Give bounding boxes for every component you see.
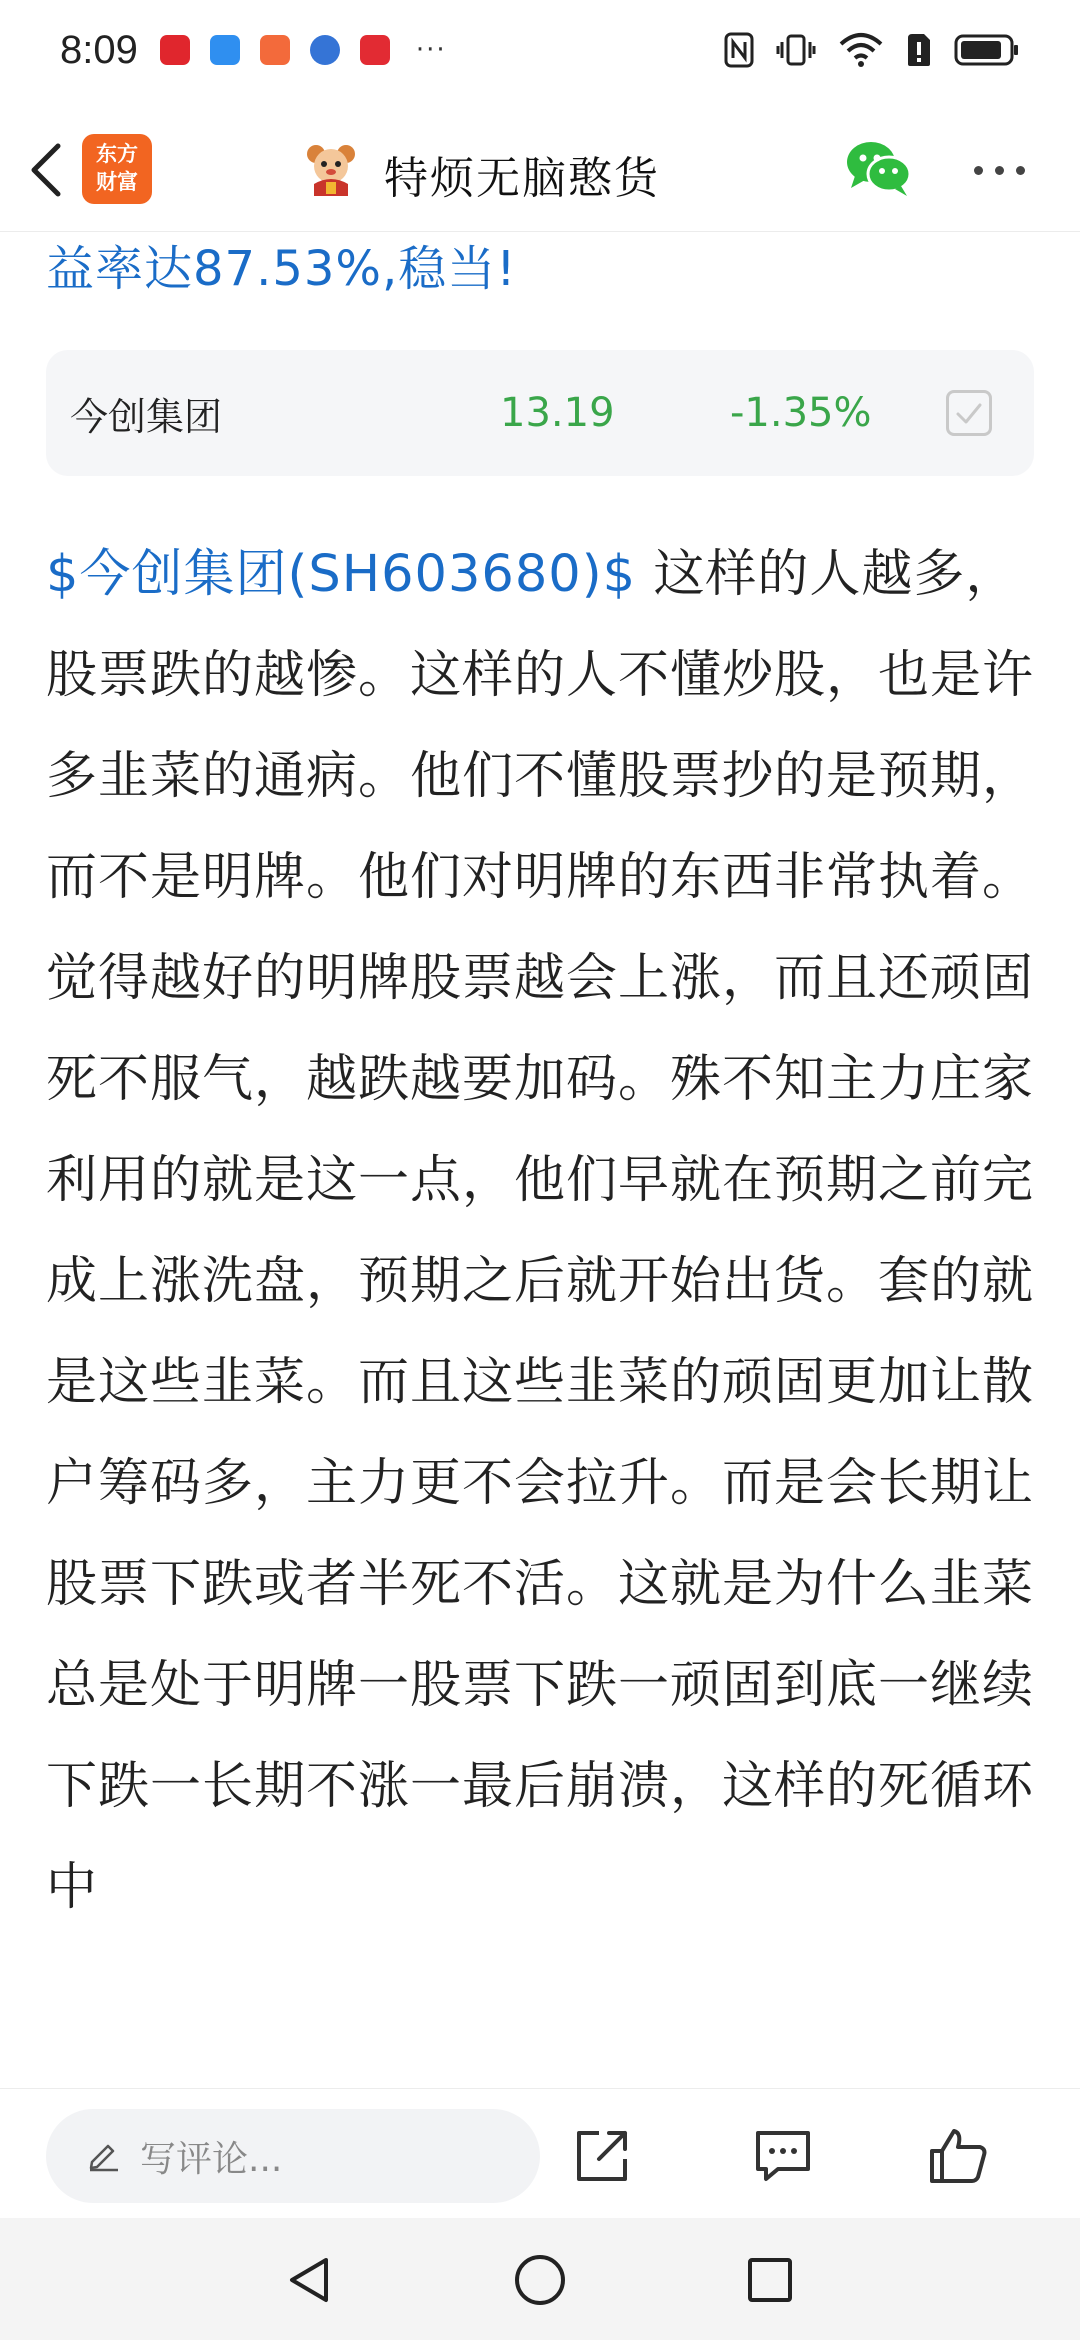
author-avatar[interactable] xyxy=(302,140,360,198)
more-dot-icon xyxy=(995,166,1004,175)
browser-app-icon xyxy=(310,35,340,65)
nav-back-icon xyxy=(282,2252,338,2308)
stock-price: 13.19 xyxy=(500,390,615,436)
post-body xyxy=(46,524,1036,1938)
author-name[interactable]: 特烦无脑憨货 xyxy=(384,153,660,204)
vibrate-icon xyxy=(776,32,816,68)
comment-button[interactable] xyxy=(752,2125,814,2187)
app-header xyxy=(0,110,1080,232)
post-text: 这样的人越多，股票跌的越惨。这样的人不懂炒股，也是许多韭菜的通病。他们不懂股票抄的是预期，而不是明牌。他们对明牌的东西非常执着。觉得越好的明牌股票越会上涨，而且还顽固死不服气，越跌越要加码。殊不知主力庄家利用的就是这一点，他们早就在预期之前完成上涨洗盘，预期之后就开始出货。套的就是这些韭菜。而且这些韭菜的顽固更加让散户筹码多，主力更不会拉升。而是会长期让股票下跌或者半死不活。这就是为什么韭菜总是处于明牌一股票下跌一顽固到底一继续下跌一长期不涨一最后崩溃，这样的死循环中 xyxy=(46,545,1035,1917)
share-button[interactable] xyxy=(571,2125,633,2187)
more-notifications-indicator: ··· xyxy=(415,35,447,65)
stock-name: 今创集团 xyxy=(70,394,223,439)
stock-quote-card[interactable] xyxy=(46,350,1034,476)
status-time: 8:09 xyxy=(60,27,138,72)
notification-icons xyxy=(160,35,447,65)
back-button[interactable] xyxy=(26,140,66,200)
status-bar xyxy=(0,0,1080,100)
nfc-icon xyxy=(724,32,754,68)
comment-icon xyxy=(752,2125,814,2187)
thumbs-up-icon xyxy=(928,2125,990,2187)
brand-line-2: 财富 xyxy=(96,170,138,194)
add-watchlist-checkbox[interactable] xyxy=(946,390,992,436)
nav-recents-button[interactable] xyxy=(742,2252,798,2308)
nav-home-icon xyxy=(512,2252,568,2308)
wechat-share-button[interactable] xyxy=(845,138,913,198)
huawei-app-icon xyxy=(160,35,190,65)
sim-alert-icon xyxy=(906,32,932,68)
previous-paragraph-line[interactable]: 益率达87.53%,稳当! xyxy=(46,241,517,297)
nav-recents-icon xyxy=(742,2252,798,2308)
share-icon xyxy=(571,2125,633,2187)
eastmoney-logo[interactable] xyxy=(82,134,152,204)
stock-change-percent: -1.35% xyxy=(730,390,872,436)
more-options-button[interactable] xyxy=(974,166,1025,175)
system-navigation-bar xyxy=(0,2218,1080,2340)
more-dot-icon xyxy=(1016,166,1025,175)
nav-back-button[interactable] xyxy=(282,2252,338,2308)
nav-home-button[interactable] xyxy=(512,2252,568,2308)
back-arrow-icon xyxy=(26,140,66,200)
wifi-icon xyxy=(838,32,884,68)
red-app-icon xyxy=(360,35,390,65)
brand-line-1: 东方 xyxy=(96,142,138,166)
check-icon xyxy=(949,393,989,433)
wechat-icon xyxy=(845,138,913,198)
pencil-icon xyxy=(86,2136,122,2176)
stock-tag-link[interactable]: $今创集团(SH603680)$ xyxy=(46,545,637,604)
comment-placeholder: 写评论... xyxy=(140,2138,283,2180)
more-dot-icon xyxy=(974,166,983,175)
like-button[interactable] xyxy=(928,2125,990,2187)
mascot-avatar-icon xyxy=(302,140,360,198)
bottom-action-bar xyxy=(0,2088,1080,2218)
weather-app-icon xyxy=(210,35,240,65)
comment-input[interactable] xyxy=(46,2109,540,2203)
battery-icon xyxy=(954,33,1020,67)
books-app-icon xyxy=(260,35,290,65)
